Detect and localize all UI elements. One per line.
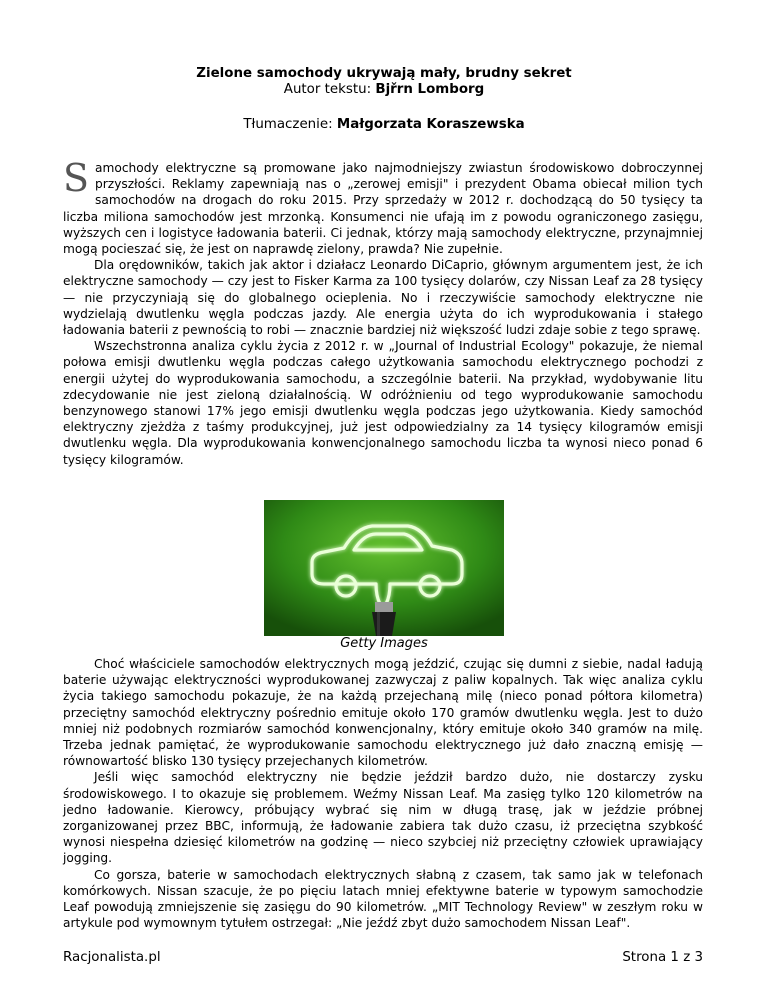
paragraph-3: Wszechstronna analiza cyklu życia z 2012 r. w „Journal of Industrial Ecology" pokazuje, że niemal połowa emisji dwutlenku węgla podczas całego użytkowania samochodu elektrycznego pochodzi z energii użytej do wyprodukowania samochodu, a szczególnie baterii. Na przykład, wydobywanie litu zdecydowanie nie jest zieloną działalnością. W odróżnieniu od tego wyprodukowanie samochodu benzynowego stanowi 17% jego emisji dwutlenku węgla podczas jego użytkowania. Kiedy samochód elektryczny zjeżdża z taśmy produkcyjnej, już jest odpowiedzialny za 14 tysięcy kilogramów emisji dwutlenku węgla. Dla wyprodukowania konwencjonalnego samochodu liczba ta wynosi nieco ponad 6 tysięcy kilogramów. — [63, 339, 703, 467]
article-body-bottom — [63, 656, 703, 931]
paragraph-1 — [63, 156, 703, 257]
paragraph-1-text: amochody elektryczne są promowane jako najmodniejszy zwiastun środowiskowo dobroczynnej przyszłości. Reklamy zapewniają nas o „zerowej emisji" i prezydent Obama obiecał milion tych samochodów na drogach do roku 2015. Przy sprzedaży w 2012 r. dochodzącą do 50 tysięcy ta liczba miliona samochodów jest mrzonką. Konsumenci nie ufają im z powodu ograniczonego zasięgu, wyższych cen i logistyce ładowania baterii. Ci jednak, którzy mają samochody elektryczne, przynajmniej mogą pocieszać się, że jest on naprawdę zielony, prawda? Nie zupełnie. — [63, 161, 703, 257]
paragraph-2: Dla orędowników, takich jak aktor i działacz Leonardo DiCaprio, głównym argumentem jest, że ich elektryczne samochody — czy jest to Fisker Karma za 100 tysięcy dolarów, czy Nissan Leaf za 28 tysięcy — nie przyczyniają się do globalnego ocieplenia. No i rzeczywiście samochody elektryczne nie wydzielają dwutlenku węgla podczas jazdy. Ale energia użyta do ich wyprodukowania i stałego ładowania baterii z pewnością to robi — znacznie bardziej niż większość ludzi zdaje sobie z tego sprawę. — [63, 258, 703, 338]
translation-line — [0, 117, 768, 132]
translation-label: Tłumaczenie: — [243, 117, 337, 132]
title-block — [0, 66, 768, 98]
article-body-top — [63, 156, 703, 468]
plug-icon — [372, 602, 396, 636]
footer-site: Racjonalista.pl — [63, 950, 161, 965]
paragraph-6: Co gorsza, baterie w samochodach elektrycznych słabną z czasem, tak samo jak w telefonach komórkowych. Nissan szacuje, że po pięciu latach mniej efektywne baterie w typowym samochodzie Leaf powodują zmniejszenie się zasięgu do 90 kilometrów. „MIT Technology Review" w zeszłym roku w artykule pod wymownym tytułem ostrzegał: „Nie jeźdź zbyt dużo samochodem Nissan Leaf". — [63, 867, 703, 931]
translator-name: Małgorzata Koraszewska — [336, 117, 525, 132]
author-label: Autor tekstu: — [283, 82, 376, 97]
paragraph-4: Choć właściciele samochodów elektrycznych mogą jeździć, czując się dumni z siebie, nadal ładują baterie używając elektryczności wyprodukowanej zazwyczaj z paliw kopalnych. Tak więc analiza cyklu życia takiego samochodu pokazuje, że na każdą przejechaną milę (nieco ponad półtora kilometra) przeciętny samochód elektryczny pośrednio emituje około 170 gramów dwutlenku węgla. Jest to dużo mniej niż podobnych rozmiarów samochód konwencjonalny, który emituje około 340 gramów na milę. Trzeba jednak pamiętać, że wyprodukowanie samochodu elektrycznego już dało znaczną emisję — równowartość blisko 130 tysięcy przejechanych kilometrów. — [63, 657, 703, 769]
footer-page-number: Strona 1 z 3 — [622, 950, 703, 965]
image-caption: Getty Images — [340, 636, 428, 651]
author-line — [0, 82, 768, 98]
article-image — [264, 500, 504, 636]
paragraph-5: Jeśli więc samochód elektryczny nie będzie jeździł bardzo dużo, nie dostarczy zysku środowiskowego. I to okazuje się problemem. Weźmy Nissan Leaf. Ma zasięg tylko 120 kilometrów na jedno ładowanie. Kierowcy, próbujący wybrać się nim w długą trasę, jak w jeździe próbnej zorganizowanej przez BBC, informują, że ładowanie zabiera tak dużo czasu, iż przeciętna szybkość wynosi niespełna dziesięć kilometrów na godzinę — nieco szybciej niż przeciętny człowiek uprawiający jogging. — [63, 770, 703, 866]
article-title: Zielone samochody ukrywają mały, brudny sekret — [196, 66, 572, 81]
author-name: Bjřrn Lomborg — [375, 82, 485, 97]
neon-car-plug-illustration — [264, 500, 504, 636]
drop-cap: S — [63, 156, 90, 200]
